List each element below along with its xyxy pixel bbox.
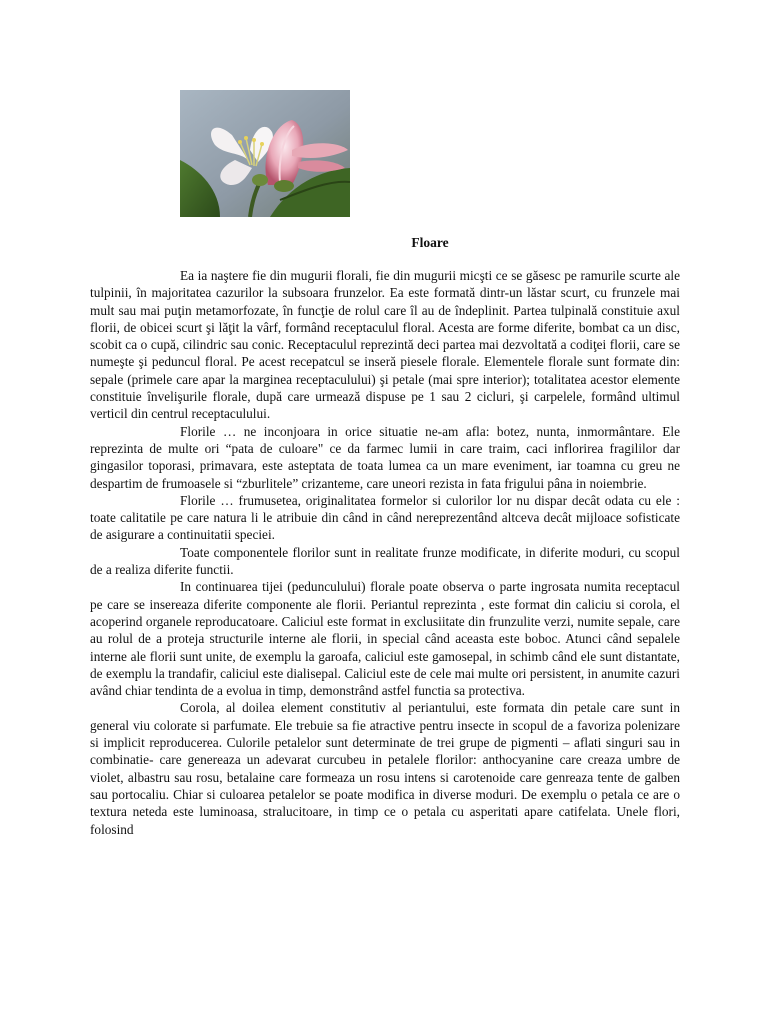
paragraph: Corola, al doilea element constitutiv al periantului, este formata din petale care sunt in general viu colorate si parfumate. Ele trebuie sa fie atractive pentru insecte in scopul de a favoriza polenizare si implicit reproducerea. Culorile petalelor sunt determinate de trei grupe de pigmenti – aflati singuri sau in combinatie- care genereaza un adevarat curcubeu in petalele florilor: anthocyanine care creaza umbre de violet, albastru sau rosu, betalaine care formeaza un rosu intens si carotenoide care genreaza tente de galben sau portocaliu. Chiar si culoarea petalelor se poate modifica in diverse moduri. De exemplu o petala ce are o textura neteda este luminoasa, stralucitoare, in timp ce o petala cu asperitati apare catifelata. Unele flori, folosind bbox=[90, 700, 680, 837]
paragraph: Toate componentele florilor sunt in realitate frunze modificate, in diferite moduri, cu scopul de a realiza diferite functii. bbox=[90, 544, 680, 578]
body-text bbox=[90, 267, 680, 838]
flower-photo bbox=[180, 90, 350, 217]
paragraph: In continuarea tijei (pedunculului) florale poate observa o parte ingrosata numita receptacul pe care se insereaza diferite componente ale florii. Periantul reprezinta , este format din caliciu si corola, el acoperind organele reproducatoare. Caliciul este format in exclusiitate din frunzulite verzi, numite sepale, care au rolul de a proteja structurile interne ale florii, in special când aceasta este boboc. Atunci când sepalele interne ale florii sunt unite, de exemplu la garoafa, caliciul este gamosepal, in schimb când ele sunt distantate, de exemplu la trandafir, caliciul este dialisepal. Caliciul este de cele mai multe ori persistent, in anumite cazuri având chiar tendinta de a evolua in timp, demonstrând astfel functia sa protectiva. bbox=[90, 579, 680, 699]
page-title: Floare bbox=[411, 235, 449, 250]
flower-photo-image bbox=[180, 90, 350, 217]
paragraph: Florile … frumusetea, originalitatea formelor si culorilor lor nu dispar decât odata cu ele : toate calitatile pe care natura li le atribuie din când in când nereprezentând altceva decât mijloace sofisticate de asigurare a continuitatii speciei. bbox=[90, 492, 680, 543]
paragraph: Florile … ne inconjoara in orice situatie ne-am afla: botez, nunta, inmormântare. Ele reprezinta de multe ori “pata de culoare" ce da farmec lumii in care traim, caci inflorirea fragililor dar gingasilor toporasi, primavara, este asteptata de toata lumea ca un mare eveniment, iar toamna cu greu ne despartim de frumoasele si “zburlitele” crizanteme, care uneori rezista in fata frigului pâna in noiembrie. bbox=[90, 423, 680, 491]
paragraph: Ea ia naştere fie din mugurii florali, fie din mugurii micşti ce se găsesc pe ramurile scurte ale tulpinii, în majoritatea cazurilor la subsoara frunzelor. Ea este formată dintr-un lăstar scurt, cu frunzele mai mult sau mai puţin metamorfozate, în funcţie de rolul care îl au de îndeplinit. Partea tulpinală constituie axul florii, de obicei scurt şi lăţit la vârf, formând receptaculul floral. Acesta are forme diferite, bombat ca un disc, scobit ca o cupă, cilindric sau conic. Receptaculul reprezintă deci partea mai dezvoltată a codiţei florii, care se numeşte şi peduncul floral. Pe acest recepatcul se inseră piesele florale. Elementele florale sunt formate din: sepale (primele care apar la marginea receptaculului) şi petale (mai spre interior); totalitatea acestor elemente constituie învelişurile florale, după care urmează dispuse pe 1 sau 2 cicluri, şi carpelele, formând ultimul verticil din centrul receptaculului. bbox=[90, 268, 680, 422]
